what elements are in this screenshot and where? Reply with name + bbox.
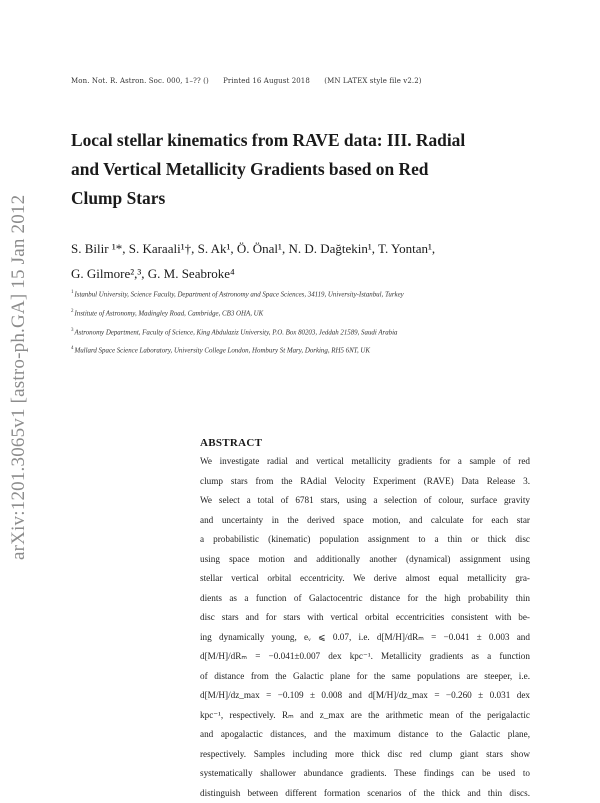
affiliation [71, 341, 541, 360]
abstract-line: a probabilistic (kinematic) population assignment to a thin or thick disc [200, 530, 530, 550]
affiliation-text: Astronomy Department, Faculty of Science, King Abdulaziz University, P.O. Box 80203, Jeddah 21589, Saudi Arabia [75, 329, 398, 336]
abstract-heading: ABSTRACT [200, 437, 262, 449]
abstract-line: We select a total of 6781 stars, using a selection of colour, surface gravity [200, 491, 530, 511]
author-line: G. Gilmore²,³, G. M. Seabroke⁴ [71, 261, 541, 286]
abstract-line: d[M/H]/dRₘ = −0.041±0.007 dex kpc⁻¹. Metallicity gradients as a function [200, 647, 530, 667]
affiliation-text: Istanbul University, Science Faculty, Department of Astronomy and Space Sciences, 34119, University-Istanbul, Turkey [75, 291, 404, 298]
abstract-line: respectively. Samples including more thick disc red clump giant stars show [200, 745, 530, 765]
abstract-line: distinguish between different formation scenarios of the thick and thin discs. [200, 784, 530, 803]
arxiv-identifier-stamp[interactable]: arXiv:1201.3065v1 [astro-ph.GA] 15 Jan 2012 [8, 195, 30, 560]
author-list [71, 236, 541, 286]
affiliation [71, 323, 541, 342]
abstract-line: using space motion and additionally another (dynamical) assignment using [200, 550, 530, 570]
printed-date: Printed 16 August 2018 [223, 77, 310, 85]
abstract-line: stellar vertical orbital eccentricity. We derive almost equal metallicity gra- [200, 569, 530, 589]
title-line: Local stellar kinematics from RAVE data: III. Radial [71, 126, 541, 155]
abstract-line: of distance from the Galactic plane for the same populations are steeper, i.e. [200, 667, 530, 687]
abstract-line: kpc⁻¹, respectively. Rₘ and z_max are the arithmetic mean of the perigalactic [200, 706, 530, 726]
abstract-body [200, 452, 530, 803]
abstract-line: d[M/H]/dz_max = −0.109 ± 0.008 and d[M/H]/dz_max = −0.260 ± 0.031 dex [200, 686, 530, 706]
paper-title [71, 126, 541, 213]
author-line: S. Bilir ¹*, S. Karaali¹†, S. Ak¹, Ö. Önal¹, N. D. Dağtekin¹, T. Yontan¹, [71, 236, 541, 261]
style-file-note: (MN LATEX style file v2.2) [324, 77, 421, 85]
affiliation [71, 304, 541, 323]
abstract-line: We investigate radial and vertical metallicity gradients for a sample of red [200, 452, 530, 472]
affiliation-number: 3 [71, 328, 74, 333]
title-line: Clump Stars [71, 184, 541, 213]
affiliation-text: Institute of Astronomy, Madingley Road, Cambridge, CB3 OHA, UK [75, 310, 264, 317]
abstract-line: clump stars from the RAdial Velocity Experiment (RAVE) Data Release 3. [200, 472, 530, 492]
title-line: and Vertical Metallicity Gradients based on Red [71, 155, 541, 184]
affiliation [71, 285, 541, 304]
abstract-line: disc stars and for stars with vertical orbital eccentricities consistent with be- [200, 608, 530, 628]
journal-citation: Mon. Not. R. Astron. Soc. 000, 1–?? () [71, 77, 209, 85]
affiliations [71, 285, 541, 360]
affiliation-text: Mullard Space Science Laboratory, University College London, Hombury St Mary, Dorking, RH5 6NT, UK [75, 348, 371, 355]
abstract-line: dients as a function of Galactocentric distance for the high probability thin [200, 589, 530, 609]
abstract-line: and apogalactic distances, and the maximum distance to the Galactic plane, [200, 725, 530, 745]
abstract-line: ing dynamically young, eᵥ ⩽ 0.07, i.e. d[M/H]/dRₘ = −0.041 ± 0.003 and [200, 628, 530, 648]
affiliation-number: 4 [71, 346, 74, 351]
affiliation-number: 1 [71, 290, 74, 295]
abstract-line: systematically shallower abundance gradients. These findings can be used to [200, 764, 530, 784]
abstract-line: and uncertainty in the derived space motion, and calculate for each star [200, 511, 530, 531]
affiliation-number: 2 [71, 309, 74, 314]
running-head [71, 77, 434, 85]
